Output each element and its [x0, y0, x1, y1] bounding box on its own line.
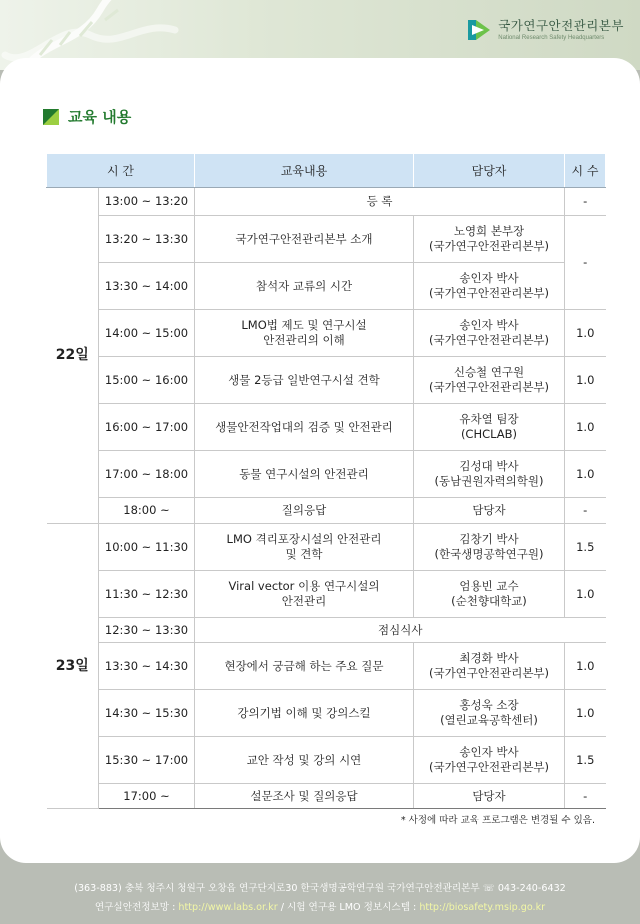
table-row	[47, 618, 606, 643]
content-cell: 참석자 교류의 시간	[195, 263, 414, 310]
person-cell: 담당자	[414, 784, 565, 809]
hours-cell: 1.0	[565, 451, 606, 498]
time-cell: 13:30 ~ 14:30	[99, 643, 195, 690]
footer-address-line	[0, 870, 640, 898]
person-affiliation: (CHCLAB)	[460, 427, 518, 441]
person-affiliation: (국가연구안전관리본부)	[428, 286, 550, 300]
org-name: 국가연구안전관리본부	[498, 18, 624, 33]
table-row	[47, 498, 606, 524]
time-cell: 10:00 ~ 11:30	[99, 524, 195, 571]
table-row	[47, 643, 606, 690]
person-affiliation: (국가연구안전관리본부)	[428, 760, 550, 774]
day-label: 22일	[47, 188, 99, 524]
person-cell	[414, 690, 565, 737]
table-row	[47, 310, 606, 357]
time-cell: 16:00 ~ 17:00	[99, 404, 195, 451]
person-cell	[414, 451, 565, 498]
content-cell	[195, 571, 414, 618]
table-row	[47, 451, 606, 498]
content-cell	[195, 310, 414, 357]
header-content: 교육내용	[195, 154, 414, 188]
person-name: 신승철 연구원	[453, 365, 525, 379]
person-cell	[414, 216, 565, 263]
content-cell: 질의응답	[195, 498, 414, 524]
person-name: 송인자 박사	[459, 745, 519, 759]
time-cell: 13:20 ~ 13:30	[99, 216, 195, 263]
time-cell: 14:30 ~ 15:30	[99, 690, 195, 737]
content-line: Viral vector 이용 연구시설의	[228, 579, 380, 593]
time-cell: 17:00 ~	[99, 784, 195, 809]
content-line: LMO 격리포장시설의 안전관리	[226, 532, 382, 546]
footer	[0, 870, 640, 924]
time-cell: 18:00 ~	[99, 498, 195, 524]
hours-cell: -	[565, 216, 606, 310]
person-affiliation: (국가연구안전관리본부)	[428, 333, 550, 347]
time-cell: 12:30 ~ 13:30	[99, 618, 195, 643]
content-line: LMO법 제도 및 연구시설	[241, 318, 367, 332]
time-cell: 17:00 ~ 18:00	[99, 451, 195, 498]
content-cell: 등 록	[195, 188, 565, 216]
person-name: 김성대 박사	[459, 459, 519, 473]
person-cell	[414, 357, 565, 404]
content-line: 안전관리의 이해	[263, 333, 345, 347]
person-cell	[414, 310, 565, 357]
content-line: 및 견학	[285, 547, 323, 561]
hours-cell: 1.5	[565, 737, 606, 784]
org-logo[interactable]	[466, 16, 624, 43]
change-notice: * 사정에 따라 교육 프로그램은 변경될 수 있음.	[400, 815, 595, 826]
table-row	[47, 404, 606, 451]
content-cell: 점심식사	[195, 618, 606, 643]
org-logo-icon	[466, 17, 492, 43]
table-row	[47, 188, 606, 216]
person-name: 노영희 본부장	[453, 224, 525, 238]
content-cell	[195, 524, 414, 571]
person-name: 홍성욱 소장	[459, 698, 519, 712]
day-label: 23일	[47, 524, 99, 809]
hours-cell: 1.0	[565, 643, 606, 690]
time-cell: 14:00 ~ 15:00	[99, 310, 195, 357]
person-cell	[414, 643, 565, 690]
content-cell: 현장에서 궁금해 하는 주요 질문	[195, 643, 414, 690]
time-cell: 13:00 ~ 13:20	[99, 188, 195, 216]
section-title: 교육 내용	[68, 108, 132, 126]
time-cell: 13:30 ~ 14:00	[99, 263, 195, 310]
org-name-en: National Research Safety Headquarters	[498, 35, 605, 41]
person-cell	[414, 571, 565, 618]
section-heading	[43, 106, 131, 127]
content-cell: 동물 연구시설의 안전관리	[195, 451, 414, 498]
person-name: 송인자 박사	[459, 271, 519, 285]
hours-cell: 1.0	[565, 357, 606, 404]
person-cell	[414, 524, 565, 571]
hours-cell: -	[565, 188, 606, 216]
person-affiliation: (열린교육공학센터)	[440, 713, 538, 727]
labs-link[interactable]: http://www.labs.or.kr	[178, 902, 278, 913]
table-row	[47, 357, 606, 404]
footer-phone: 043-240-6432	[497, 883, 566, 894]
table-row	[47, 571, 606, 618]
square-bullet-icon	[43, 109, 59, 125]
person-cell	[414, 737, 565, 784]
person-name: 최경화 박사	[459, 651, 519, 665]
time-cell: 15:00 ~ 16:00	[99, 357, 195, 404]
content-cell: 교안 작성 및 강의 시연	[195, 737, 414, 784]
time-cell: 11:30 ~ 12:30	[99, 571, 195, 618]
hours-cell: -	[565, 498, 606, 524]
footer-links-sep: / 시험 연구용 LMO 정보시스템 :	[277, 902, 420, 913]
hours-cell: 1.0	[565, 571, 606, 618]
person-affiliation: (한국생명공학연구원)	[434, 547, 544, 561]
schedule-table	[46, 153, 606, 809]
footer-address: (363-883) 충북 청주시 청원구 오창읍 연구단지로30 한국생명공학연구원 국가연구안전관리본부	[74, 883, 480, 894]
footer-links-prefix: 연구실안전정보망 :	[94, 902, 179, 913]
header-hours: 시 수	[565, 154, 606, 188]
person-affiliation: (동남권원자력의학원)	[434, 474, 544, 488]
content-cell: 국가연구안전관리본부 소개	[195, 216, 414, 263]
content-cell: 생물안전작업대의 검증 및 안전관리	[195, 404, 414, 451]
footer-links-line	[0, 898, 640, 917]
person-name: 엄용빈 교수	[459, 579, 519, 593]
table-header-row	[47, 154, 606, 188]
table-row	[47, 216, 606, 263]
content-cell: 강의기법 이해 및 강의스킬	[195, 690, 414, 737]
header-time: 시 간	[47, 154, 195, 188]
hours-cell: -	[565, 784, 606, 809]
person-name: 김창기 박사	[459, 532, 519, 546]
table-row	[47, 690, 606, 737]
phone-icon: ☏	[482, 883, 495, 894]
content-cell: 생물 2등급 일반연구시설 견학	[195, 357, 414, 404]
table-row	[47, 263, 606, 310]
hours-cell: 1.5	[565, 524, 606, 571]
person-affiliation: (국가연구안전관리본부)	[428, 239, 550, 253]
hours-cell: 1.0	[565, 310, 606, 357]
content-cell: 설문조사 및 질의응답	[195, 784, 414, 809]
time-cell: 15:30 ~ 17:00	[99, 737, 195, 784]
person-cell	[414, 263, 565, 310]
person-name: 유차열 팀장	[459, 412, 519, 426]
table-row	[47, 784, 606, 809]
biosafety-link[interactable]: http://biosafety.msip.go.kr	[419, 902, 546, 913]
person-affiliation: (국가연구안전관리본부)	[428, 380, 550, 394]
hours-cell: 1.0	[565, 690, 606, 737]
header-person: 담당자	[414, 154, 565, 188]
table-row	[47, 524, 606, 571]
person-cell	[414, 404, 565, 451]
table-row	[47, 737, 606, 784]
person-affiliation: (국가연구안전관리본부)	[428, 666, 550, 680]
person-cell: 담당자	[414, 498, 565, 524]
person-affiliation: (순천향대학교)	[451, 594, 527, 608]
content-line: 안전관리	[281, 594, 327, 608]
hours-cell: 1.0	[565, 404, 606, 451]
person-name: 송인자 박사	[459, 318, 519, 332]
